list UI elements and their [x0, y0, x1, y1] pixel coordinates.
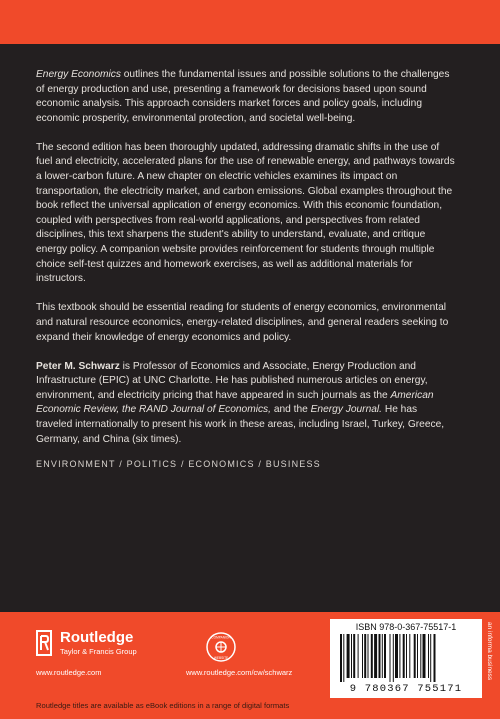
barcode-digits: 9 780367 755171: [349, 683, 463, 695]
barcode-bar: [371, 634, 373, 678]
description-paragraph-2: The second edition has been thoroughly updated, addressing dramatic shifts in the use of fuel and electricity, accelerated plans for the use of renewable energy, and pathways towards a lower-carbon future. A new chapter on electric vehicles examines its impact on transportation, the electricity market, and carbon emissions. Global examples throughout the book reflect the universal application of energy economics. With this economic foundation, coupled with perspectives from real-world applications, and perspectives from related disciplines, this text sharpens the student's ability to understand, evaluate, and critique energy policy. A companion website provides reinforcement for students through multiple choice self-test quizzes and homework exercises, as well as additional materials for instructors.: [36, 141, 455, 285]
barcode-bar: [434, 634, 436, 682]
barcode-bar: [430, 634, 431, 682]
barcode-bar: [340, 634, 342, 682]
description-paragraph-3: This textbook should be essential reading for students of energy economics, environmental and natural resource economics, energy-related disciplines, and general readers seeking to expand their knowledge of energy economics and policy.: [36, 302, 449, 343]
back-cover-text: [36, 68, 456, 462]
barcode-bar: [428, 634, 429, 678]
description-paragraph-1: Energy Economics outlines the fundamental issues and possible solutions to the challenges of energy production and use, presenting a framework for decisions based upon sound economic analysis. This approach considers market forces and policy goals, including economic prosperity, environmental protection, and societal well-being.: [36, 69, 450, 124]
barcode-bar: [403, 634, 405, 678]
barcode-bar: [393, 634, 394, 682]
informa-side-text: an informa business: [486, 622, 493, 681]
ebook-footnote: Routledge titles are available as eBook editions in a range of digital formats: [36, 701, 290, 710]
isbn-label: ISBN 978-0-367-75517-1: [355, 622, 457, 632]
barcode-bar: [379, 634, 381, 678]
barcode-bar: [362, 634, 363, 678]
top-color-band: [0, 0, 500, 44]
barcode-bar: [384, 634, 386, 678]
publisher-url[interactable]: www.routledge.com: [36, 668, 102, 677]
barcode-bars: [338, 634, 474, 682]
barcode-bar: [358, 634, 359, 678]
routledge-logo-icon: [36, 630, 52, 656]
barcode-bar: [353, 634, 355, 678]
companion-badge-top: COMPANION: [211, 635, 231, 640]
barcode-bar: [420, 634, 421, 678]
bottom-color-band: [0, 612, 500, 719]
barcode-bar: [423, 634, 426, 678]
barcode-bar: [417, 634, 418, 678]
barcode-bar: [351, 634, 352, 678]
barcode-bar: [368, 634, 369, 678]
barcode-bar: [390, 634, 391, 682]
isbn-barcode: [330, 619, 482, 698]
barcode-bar: [409, 634, 410, 678]
companion-badge-bottom: WEBSITE: [213, 656, 229, 660]
barcode-bar: [395, 634, 398, 678]
barcode-bar: [374, 634, 377, 678]
barcode-bar: [414, 634, 416, 678]
barcode-bar: [364, 634, 366, 678]
companion-website-icon: [206, 632, 236, 662]
barcode-bar: [382, 634, 383, 678]
barcode-bar: [343, 634, 344, 682]
barcode-bar: [347, 634, 350, 678]
publisher-group: Taylor & Francis Group: [60, 647, 137, 656]
book-title: Energy Economics: [36, 69, 121, 80]
author-name: Peter M. Schwarz: [36, 360, 120, 372]
barcode-bar: [406, 634, 407, 678]
subject-categories: ENVIRONMENT / POLITICS / ECONOMICS / BUSINESS: [36, 459, 321, 469]
barcode-bar: [399, 634, 400, 678]
publisher-name: Routledge: [60, 629, 134, 646]
author-bio: Peter M. Schwarz is Professor of Economics and Associate, Energy Production and Infrastructure (EPIC) at UNC Charlotte. He has published numerous articles on energy, environment, and electricity pricing that have appeared in such journals as the American Economic Review, the RAND Journal of Economics, and the Energy Journal. He has traveled internationally to present his work in these areas, including Israel, Turkey, Greece, Germany, and China (six times).: [36, 360, 445, 445]
companion-website-url[interactable]: www.routledge.com/cw/schwarz: [186, 668, 293, 677]
